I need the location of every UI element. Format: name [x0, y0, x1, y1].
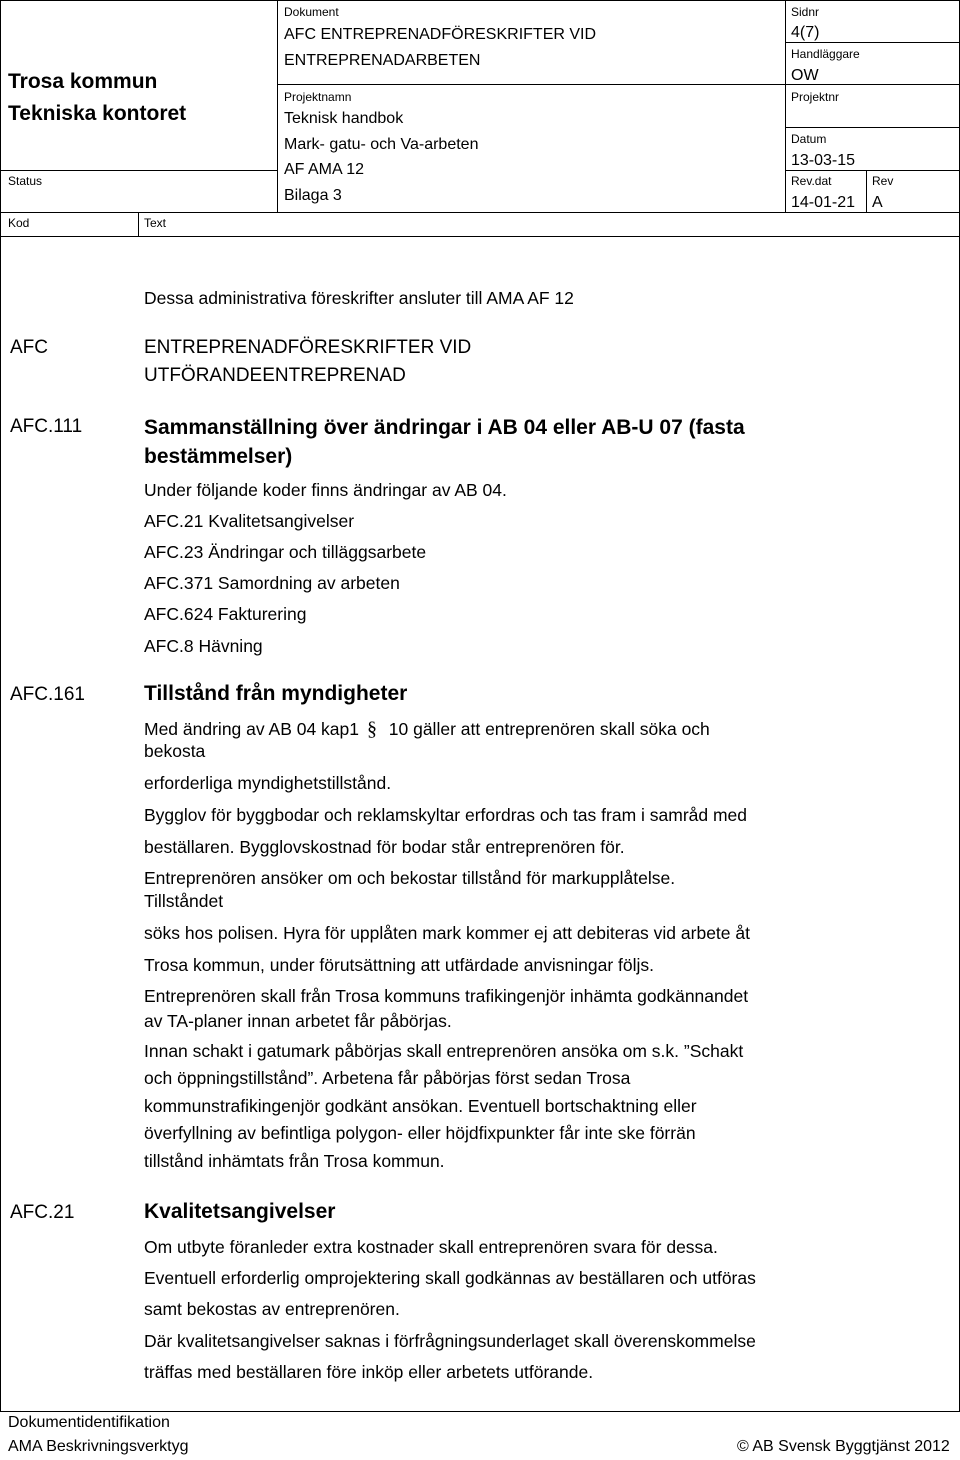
section-code-afc21: AFC.21 — [10, 1202, 75, 1223]
sidnr-label: Sidnr — [791, 5, 820, 19]
org-name: Trosa kommun — [8, 70, 158, 93]
status-label: Status — [8, 174, 43, 188]
section-title-afc161: Tillstånd från myndigheter — [144, 682, 408, 705]
section-code-afc161: AFC.161 — [10, 684, 85, 705]
section-code-afc111: AFC.111 — [10, 416, 83, 437]
datum-line — [785, 170, 960, 171]
afc161-line: överfyllning av befintliga polygon- eller höjdfixpunkter får inte ske förrän — [144, 1123, 696, 1143]
paragraph-sign-icon — [366, 718, 382, 740]
handlaggare-label: Handläggare — [791, 47, 860, 61]
copyright-icon: © — [737, 1438, 749, 1455]
afc161-line: erforderliga myndighetstillstånd. — [144, 773, 392, 793]
rev-value: A — [872, 194, 883, 211]
revdat-rev-divider — [866, 170, 867, 212]
footer-left: AMA Beskrivningsverktyg — [8, 1438, 189, 1455]
section-title-afc111-2: bestämmelser) — [144, 445, 293, 468]
divider-doc-sidnr — [785, 0, 786, 212]
dokument-label: Dokument — [284, 5, 339, 19]
datum-label: Datum — [791, 132, 827, 146]
afc111-lead: Under följande koder finns ändringar av AB 04. — [144, 480, 507, 500]
afc161-paragraph-start — [144, 718, 710, 740]
afc161-line: kommunstrafikingenjör godkänt ansökan. Eventuell bortschaktning eller — [144, 1096, 697, 1116]
kod-text-divider — [138, 212, 139, 236]
afc21-line: samt bekostas av entreprenören. — [144, 1299, 400, 1319]
datum-value: 13-03-15 — [791, 152, 856, 169]
divider-org-doc — [277, 0, 278, 212]
dokument-line-2: ENTREPRENADARBETEN — [284, 52, 481, 69]
section-title-afc21: Kvalitetsangivelser — [144, 1200, 336, 1223]
revdat-label: Rev.dat — [791, 174, 832, 188]
dokument-line-1: AFC ENTREPRENADFÖRESKRIFTER VID — [284, 26, 597, 43]
afc161-text-after: 10 gäller att entreprenören skall söka och — [388, 719, 710, 739]
afc161-line: Entreprenören ansöker om och bekostar tillstånd för markupplåtelse. — [144, 868, 676, 888]
border-top — [0, 0, 960, 1]
list-item: AFC.624 Fakturering — [144, 604, 307, 624]
afc161-text-before: Med ändring av AB 04 kap1 — [144, 719, 360, 739]
header-bottom-line — [0, 236, 960, 237]
projektnamn-line-3: AF AMA 12 — [284, 161, 365, 178]
footer-right: AB Svensk Byggtjänst 2012 — [752, 1438, 950, 1455]
sidnr-value: 4(7) — [791, 24, 820, 41]
projektnr-line — [785, 127, 960, 128]
afc161-line: söks hos polisen. Hyra för upplåten mark kommer ej att debiteras vid arbete åt — [144, 923, 750, 943]
afc21-line: Där kvalitetsangivelser saknas i förfrågningsunderlaget skall överenskommelse — [144, 1331, 756, 1351]
svg-text:§: § — [366, 718, 377, 740]
footer-right-group — [737, 1438, 950, 1456]
kod-line — [0, 212, 960, 213]
projektnamn-line-1: Teknisk handbok — [284, 110, 404, 127]
list-item: AFC.23 Ändringar och tilläggsarbete — [144, 542, 427, 562]
afc161-line: Entreprenören skall från Trosa kommuns trafikingenjör inhämta godkännandet — [144, 986, 749, 1006]
text-label: Text — [144, 216, 167, 230]
section-title-afc-2: UTFÖRANDEENTREPRENAD — [144, 365, 406, 386]
footer-line — [0, 1411, 960, 1412]
intro-text: Dessa administrativa föreskrifter ansluter till AMA AF 12 — [144, 288, 574, 308]
afc161-line: och öppningstillstånd”. Arbetena får påbörjas först sedan Trosa — [144, 1068, 631, 1088]
handlaggare-value: OW — [791, 67, 819, 84]
projektnamn-line-4: Bilaga 3 — [284, 187, 342, 204]
sidnr-line — [785, 42, 960, 43]
section-code-afc: AFC — [10, 337, 48, 358]
afc161-line: tillstånd inhämtats från Trosa kommun. — [144, 1151, 445, 1171]
projektnamn-line-2: Mark- gatu- och Va-arbeten — [284, 136, 479, 153]
rev-label: Rev — [872, 174, 894, 188]
afc161-line: Trosa kommun, under förutsättning att utfärdade anvisningar följs. — [144, 955, 655, 975]
list-item: AFC.371 Samordning av arbeten — [144, 573, 400, 593]
afc21-line: Eventuell erforderlig omprojektering skall godkännas av beställaren och utföras — [144, 1268, 756, 1288]
afc161-line: Innan schakt i gatumark påbörjas skall entreprenören ansöka om s.k. ”Schakt — [144, 1041, 744, 1061]
afc161-line: av TA-planer innan arbetet får påbörjas. — [144, 1011, 452, 1031]
afc161-line: beställaren. Bygglovskostnad för bodar står entreprenören för. — [144, 837, 625, 857]
list-item: AFC.8 Hävning — [144, 636, 263, 656]
afc161-line: bekosta — [144, 741, 206, 761]
section-title-afc-1: ENTREPRENADFÖRESKRIFTER VID — [144, 337, 472, 358]
projektnr-label: Projektnr — [791, 90, 840, 104]
doc-projektnamn-line — [277, 84, 785, 85]
afc161-line: Tillståndet — [144, 891, 224, 911]
org-department: Tekniska kontoret — [8, 102, 187, 125]
kod-label: Kod — [8, 216, 30, 230]
afc21-line: träffas med beställaren före inköp eller arbetets utförande. — [144, 1362, 594, 1382]
section-title-afc111-1: Sammanställning över ändringar i AB 04 eller AB-U 07 (fasta — [144, 416, 745, 439]
list-item: AFC.21 Kvalitetsangivelser — [144, 511, 355, 531]
footer-label: Dokumentidentifikation — [8, 1414, 170, 1431]
status-line — [0, 170, 277, 171]
afc161-line: Bygglov för byggbodar och reklamskyltar erfordras och tas fram i samråd med — [144, 805, 748, 825]
afc21-line: Om utbyte föranleder extra kostnader skall entreprenören svara för dessa. — [144, 1237, 718, 1257]
revdat-value: 14-01-21 — [791, 194, 856, 211]
projektnamn-label: Projektnamn — [284, 90, 352, 104]
